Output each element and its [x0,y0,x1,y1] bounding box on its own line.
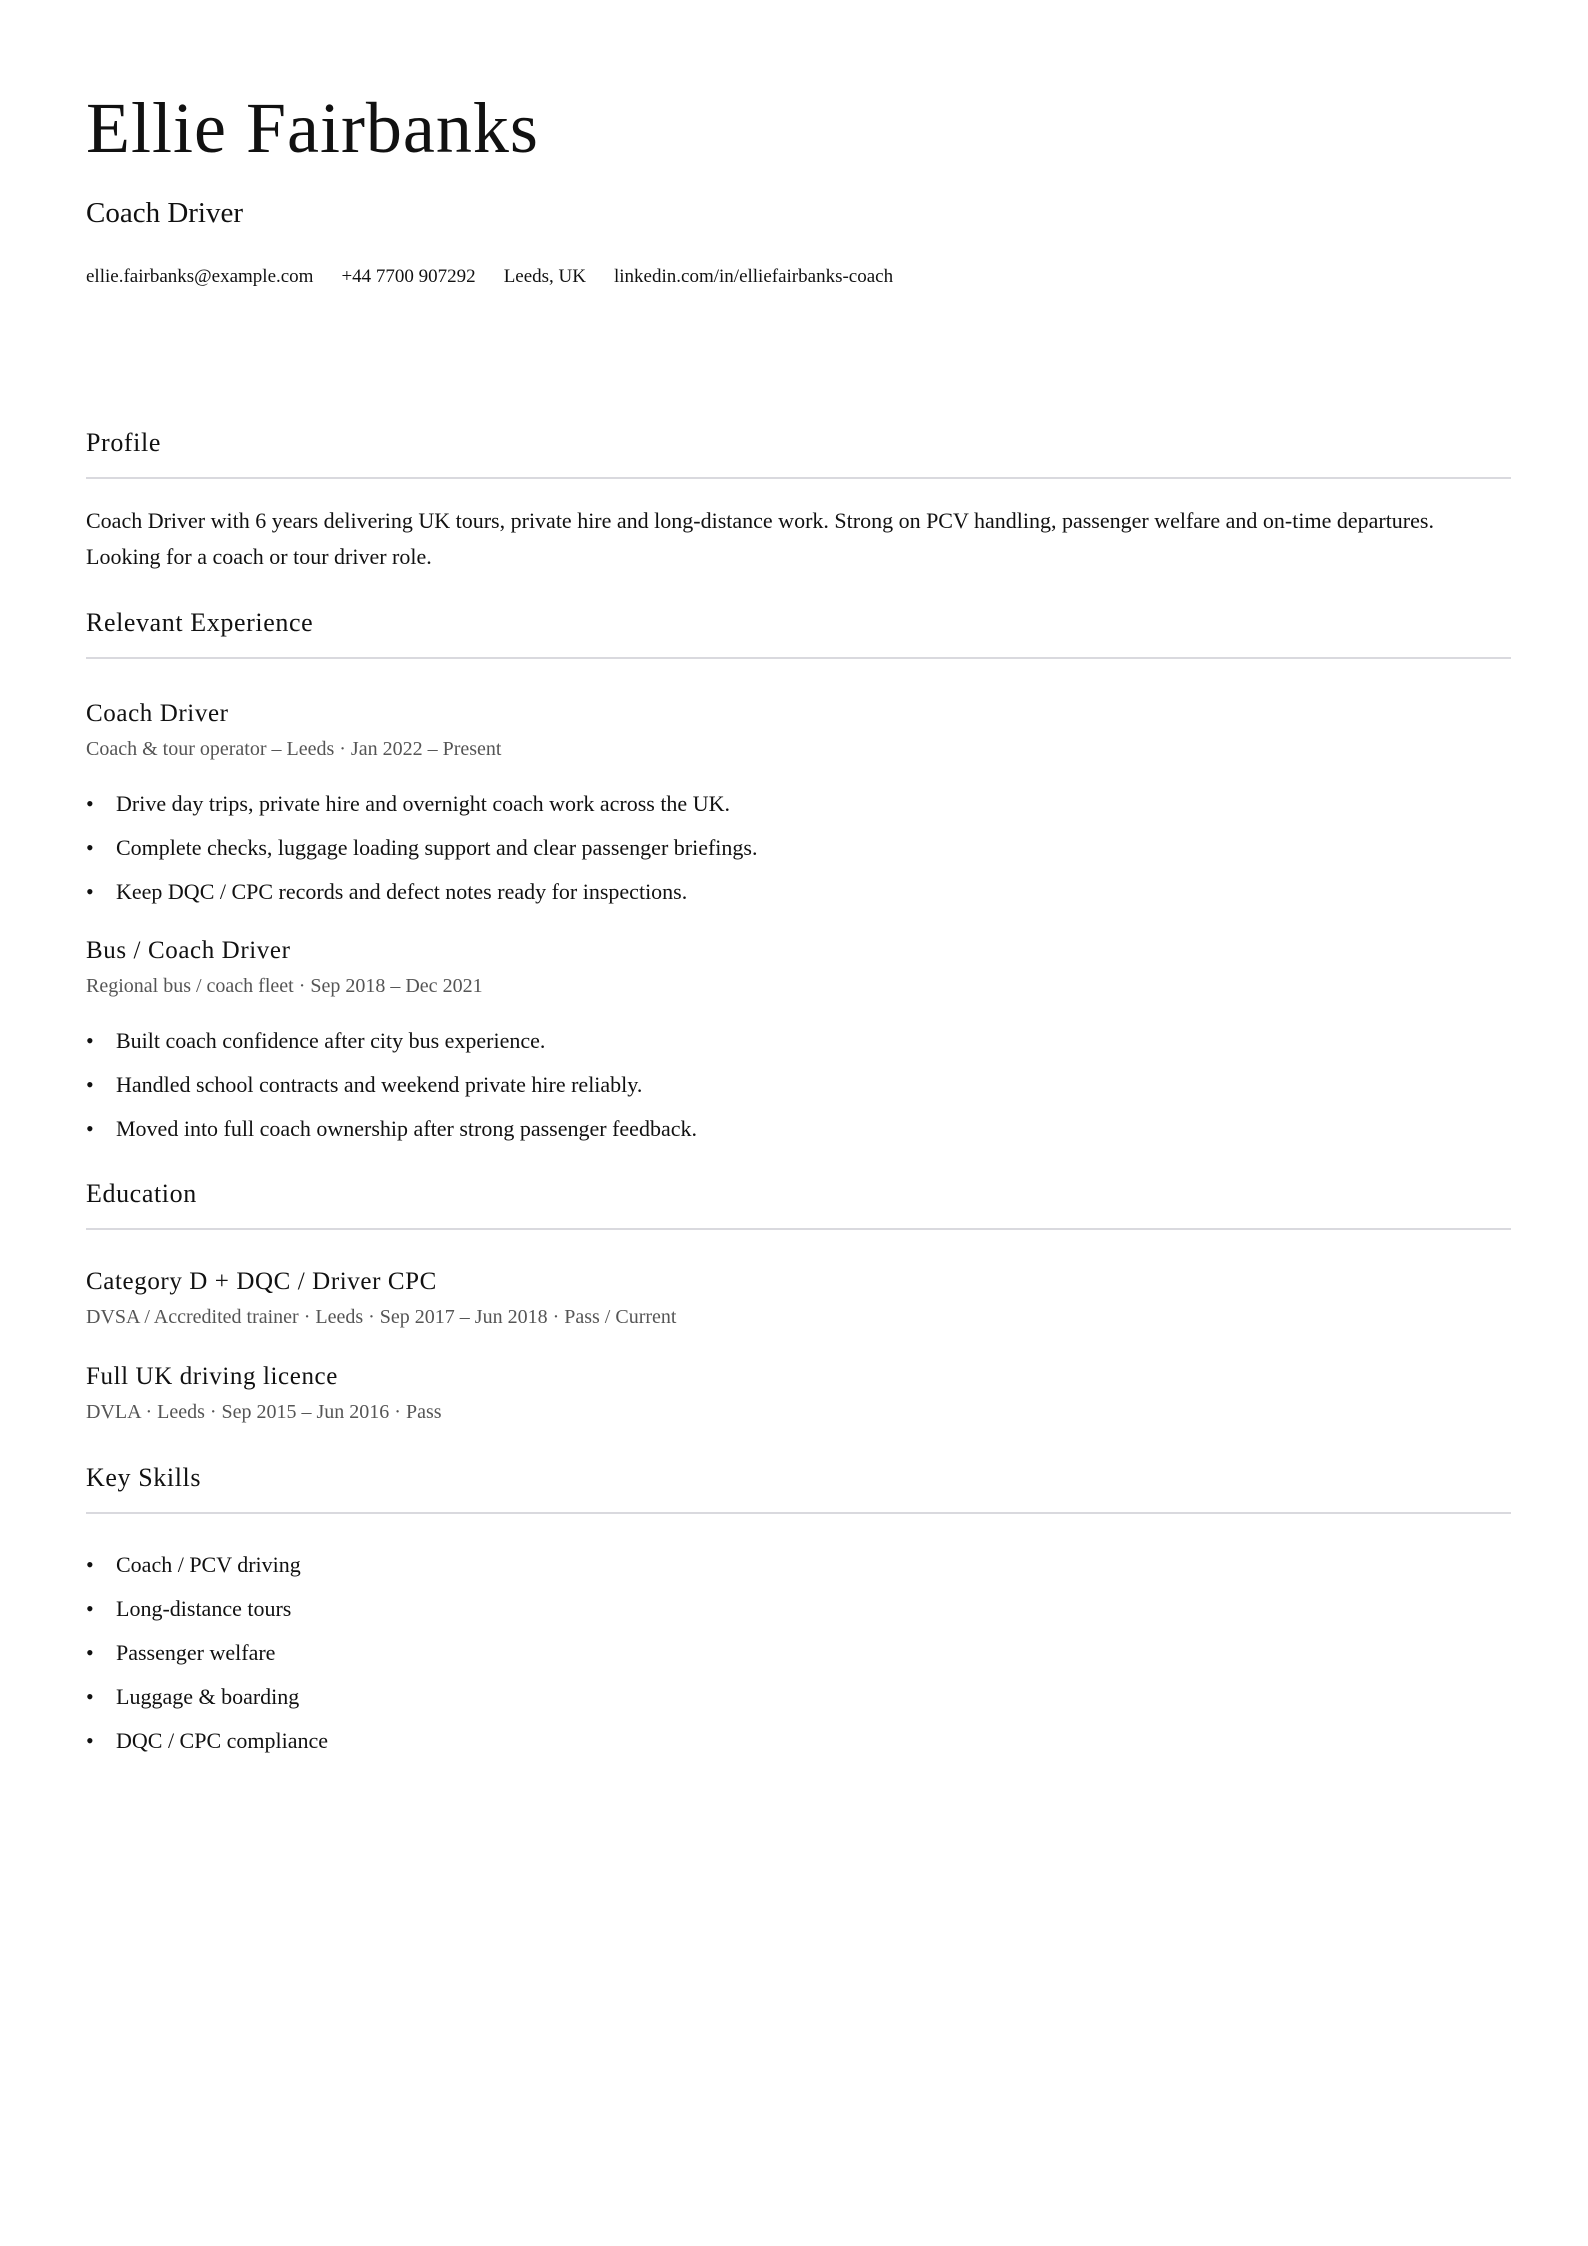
section-title-experience: Relevant Experience [86,608,314,637]
section-divider [86,477,1511,479]
section-title-skills: Key Skills [86,1463,202,1492]
section-divider [86,657,1511,659]
job-meta: Regional bus / coach fleet · Sep 2018 – Dec 2021 [86,975,483,997]
profile-summary: Coach Driver with 6 years delivering UK tours, private hire and long-distance work. Strong on PCV handling, passenger welfare and on-time departures. Looking for a coach or tour driver role. [86,508,1434,569]
job-bullets [86,789,757,921]
list-item: • DQC / CPC compliance [86,1726,328,1770]
list-item: • Complete checks, luggage loading support and clear passenger briefings. [86,833,757,877]
contact-email: ellie.fairbanks@example.com [86,266,314,287]
section-title-profile: Profile [86,428,161,457]
education-title: Category D + DQC / Driver CPC [86,1268,437,1295]
candidate-name: Ellie Fairbanks [86,88,539,168]
list-item: • Built coach confidence after city bus experience. [86,1026,697,1070]
section-divider [86,1512,1511,1514]
list-item: • Long-distance tours [86,1594,328,1638]
contact-line [86,266,893,288]
skills-list [86,1550,328,1770]
list-item: • Keep DQC / CPC records and defect notes ready for inspections. [86,877,757,921]
contact-location: Leeds, UK [503,266,586,287]
job-title: Bus / Coach Driver [86,937,291,964]
job-meta: Coach & tour operator – Leeds · Jan 2022 – Present [86,738,502,760]
contact-linkedin: linkedin.com/in/elliefairbanks-coach [614,266,894,287]
job-bullets [86,1026,697,1158]
list-item: • Coach / PCV driving [86,1550,328,1594]
list-item: • Luggage & boarding [86,1682,328,1726]
candidate-role: Coach Driver [86,197,244,229]
list-item: • Moved into full coach ownership after strong passenger feedback. [86,1114,697,1158]
job-title: Coach Driver [86,700,229,727]
list-item: • Handled school contracts and weekend private hire reliably. [86,1070,697,1114]
list-item: • Passenger welfare [86,1638,328,1682]
section-title-education: Education [86,1179,197,1208]
education-title: Full UK driving licence [86,1363,338,1390]
education-meta: DVSA / Accredited trainer · Leeds · Sep 2017 – Jun 2018 · Pass / Current [86,1306,677,1328]
contact-phone: +44 7700 907292 [341,266,476,287]
list-item: • Drive day trips, private hire and overnight coach work across the UK. [86,789,757,833]
section-divider [86,1228,1511,1230]
education-meta: DVLA · Leeds · Sep 2015 – Jun 2016 · Pass [86,1401,442,1423]
